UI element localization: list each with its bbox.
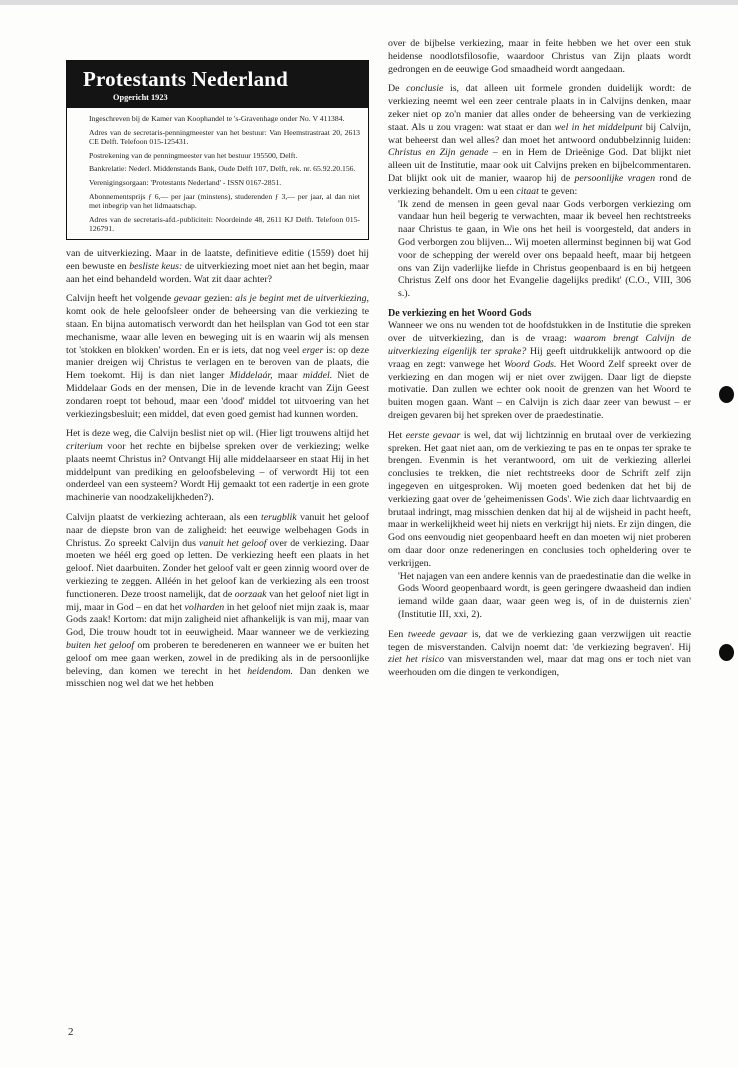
right-column xyxy=(388,38,691,687)
secretary-address-line: Adres van de secretaris-penningmeester van het bestuur: Van Heemstrastraat 20, 2613 CE Delft. Telefoon 015-125431. xyxy=(89,127,360,147)
issn-line: Verenigingsorgaan: 'Protestants Nederland' - ISSN 0167-2851. xyxy=(89,177,282,187)
paragraph: Het eerste gevaar is wel, dat wij lichtzinnig en brutaal over de verkiezing spreken. Het gaat niet aan, om de verkiezing te pas en te onpas ter sprake te brengen. Evenmin is het verantwoord, om uit de verkiezing allerlei conclusies te trekken, die niet rechtstreeks door de Schrift zelf zijn ingegeven en uitgesproken. Wij moeten goed bedenken dat het bij de verkiezing gaat over de 'geheimenissen Gods'. Wie zich daar lichtvaardig en brutaal indringt, mag misschien denken dat hij al de wijsheid in pacht heeft, maar in werkelijkheid weet hij niets en verkrijgt hij niets. Er zijn dingen, die God ons eenvoudig niet geopenbaard heeft en dan moeten wij niet proberen om daar door onze redeneringen en conclusies toch opheldering over te verkrijgen. xyxy=(388,429,692,569)
binder-hole-mark xyxy=(719,644,734,661)
publicity-address-line: Adres van de secretaris-afd.-publiciteit: Noordeinde 48, 2611 KJ Delft. Telefoon 015-126791. xyxy=(89,214,360,234)
subscription-line: Abonnementsprijs ƒ 6,— per jaar (minstens), studerenden ƒ 3,— per jaar, al dan niet met inbegrip van het lidmaatschap. xyxy=(89,191,360,211)
paragraph: Het is deze weg, die Calvijn beslist niet op wil. (Hier ligt trouwens altijd het criterium voor het rechte en bijbelse spreken over de verkiezing; welke plaats neemt Christus in? Ontvangt Hij alle middelaarseer en staat Hij in het middelpunt van prediking en geloofsbeleving – of verwordt Hij tot een onderdeel van een systeem? Wordt Hij gemaakt tot een radertje in een grote machinerie van noodzakelijkheden?). xyxy=(66,428,369,504)
postal-account-line: Postrekening van de penningmeester van het bestuur 195500, Delft. xyxy=(89,150,298,160)
paragraph: Calvijn plaatst de verkiezing achteraan, als een terugblik vanuit het geloof naar de diepste bron van de zaligheid: het eeuwige welbehagen Gods in Christus. Zo spreekt Calvijn dus vanuit het geloof over de verkiezing. Daar moeten we héél erg goed op letten. De verkiezing heeft een plaats in het geloof. Niet daarbuiten. Zonder het geloof valt er geen zinnig woord over de verkiezing te zeggen. Alléén in het geloof kan de verkiezing als een troost functioneren. Deze troost namelijk, dat de oorzaak van het geloof niet ligt in mij, maar in God – en dat het volharden in het geloof niet mijn zaak is, maar Gods zaak! Kortom: dat mijn zaligheid niet afhankelijk is van mij, maar van God, Die trouw houdt tot in eeuwigheid. Maar wanneer we de verkiezing buiten het geloof om proberen te beredeneren en wanneer we er buiten het geloof om mee gaan werken, zowel in de prediking als in de persoonlijke beleving, dan komen we terecht in het heidendom. Dan denken we misschien nog wel dat we het hebben xyxy=(66,512,370,690)
bank-line: Bankrelatie: Nederl. Middenstands Bank, Oude Delft 107, Delft, rek. nr. 65.92.20.156. xyxy=(89,164,356,174)
block-quote: 'Het najagen van een andere kennis van de praedestinatie dan die welke in Gods Woord geopenbaard wordt, is geen geringere dwaasheid dan indien iemand wilde gaan daar, waar geen weg is, of in de duisternis zien' (Institutie III, xxi, 2). xyxy=(398,570,691,620)
paragraph: over de bijbelse verkiezing, maar in feite hebben we het over een stuk heidense noodlotsfilosofie, waardoor Christus van Zijn plaats wordt gedrongen en de eeuwige God smaadheid wordt aangedaan. xyxy=(388,38,691,75)
registration-line: Ingeschreven bij de Kamer van Koophandel te 's-Gravenhage onder No. V 411384. xyxy=(89,114,345,123)
paragraph: Wanneer we ons nu wenden tot de hoofdstukken in de Institutie die spreken over de uitverkiezing, dan is de vraag: waarom brengt Calvijn de uitverkiezing eigenlijk ter sprake? Hij geeft uitdrukkelijk antwoord op die vraag en zegt: vanwege het Woord Gods. Het Woord Zelf spreekt over de verkiezing en dan mogen wij er niet over zwijgen. Daar ligt de diepste motivatie. Dan zullen we echter ook nooit de grenzen van het Woord te buiten mogen gaan. Want – en Calvijn is zich daar zeer van bewust – er dreigen gevaren bij het spreken over de praedestinatie. xyxy=(388,320,691,422)
masthead-box xyxy=(66,60,369,240)
block-quote: 'Ik zend de mensen in geen geval naar Gods verborgen verkiezing om vandaar hun heil begerig te verwachten, maar ik beveel hen rechtstreeks naar Christus te gaan, in Wie ons het heil is voorgesteld, dat anders in God verborgen zou blijven... Wij moeten allerminst beginnen bij wat God voor de schepping der wereld over ons bepaald heeft, maar bij hetgeen ons van Zijn vaderlijke liefde in Christus geopenbaard is en bij hetgeen Christus Zelf ons door het Evangelie dagelijks predikt' (C.O., VIII, 306 s.). xyxy=(398,198,691,300)
paragraph: Een tweede gevaar is, dat we de verkiezing gaan verzwijgen uit reactie tegen de misverstanden. Calvijn noemt dat: 'de verkiezing begraven'. Hij ziet het risico van misverstanden wel, maar dat mag ons er toch niet van weerhouden om die dingen te verkondigen, xyxy=(388,628,692,679)
masthead-details xyxy=(67,108,368,239)
top-edge xyxy=(0,0,738,5)
left-column xyxy=(66,38,369,698)
paragraph: De conclusie is, dat alleen uit formele gronden duidelijk wordt: de verkiezing neemt wel een zeer centrale plaats in in Calvijns denken, maar zeker niet op zo'n manier dat alles onder de beheersing van de verkiezing staat. Als u zou vragen: wat staat er dan wel in het middelpunt bij Calvijn, wat beheerst dan wel alles? dan moet het antwoord ondubbelzinnig luiden: Christus en Zijn genade – en in Hem de Drieënige God. Dat blijkt niet alleen uit de Institutie, maar ook uit Calvijns preken en bijbelcommentaren. Dat blijkt ook uit de manier, waarop hij de persoonlijke vragen rond de verkiezing behandelt. Om u een citaat te geven: xyxy=(388,83,692,197)
masthead-header xyxy=(67,61,368,108)
masthead-subtitle: Opgericht 1923 xyxy=(113,93,168,102)
masthead-title: Protestants Nederland xyxy=(83,67,289,91)
page-number: 2 xyxy=(68,1026,74,1038)
section-heading: De verkiezing en het Woord Gods xyxy=(388,307,532,319)
binder-hole-mark xyxy=(719,386,734,403)
paragraph: van de uitverkiezing. Maar in de laatste, definitieve editie (1559) doet hij een bewuste en besliste keus: de uitverkiezing moet niet aan het begin, maar aan het eind behandeld worden. Wat zit daar achter? xyxy=(66,247,369,285)
paragraph: Calvijn heeft het volgende gevaar gezien: als je begint met de uitverkiezing, komt ook de hele geloofsleer onder de beheersing van die verkiezing te staan. En bijna automatisch verwordt dan het heilsplan van God tot een star mechanisme, waar alle leven en beweging uit is en waarin wij als mensen tot 'stokken en blokken' worden. En er is iets, dat nog veel erger is: op deze manier dreigen wij Christus te verlagen en te beroven van de plaats, die Hem toekomt. Hij is dan niet langer Middelaár, maar middel. Niet de Middelaar Gods en der mensen, Die in de levende kracht van Zijn Geest zondaren roept tot behoud, maar een 'dood' middel tot uitvoering van het verkiezingsbesluit; een middel, dat even goed gemist had kunnen worden. xyxy=(66,293,370,420)
